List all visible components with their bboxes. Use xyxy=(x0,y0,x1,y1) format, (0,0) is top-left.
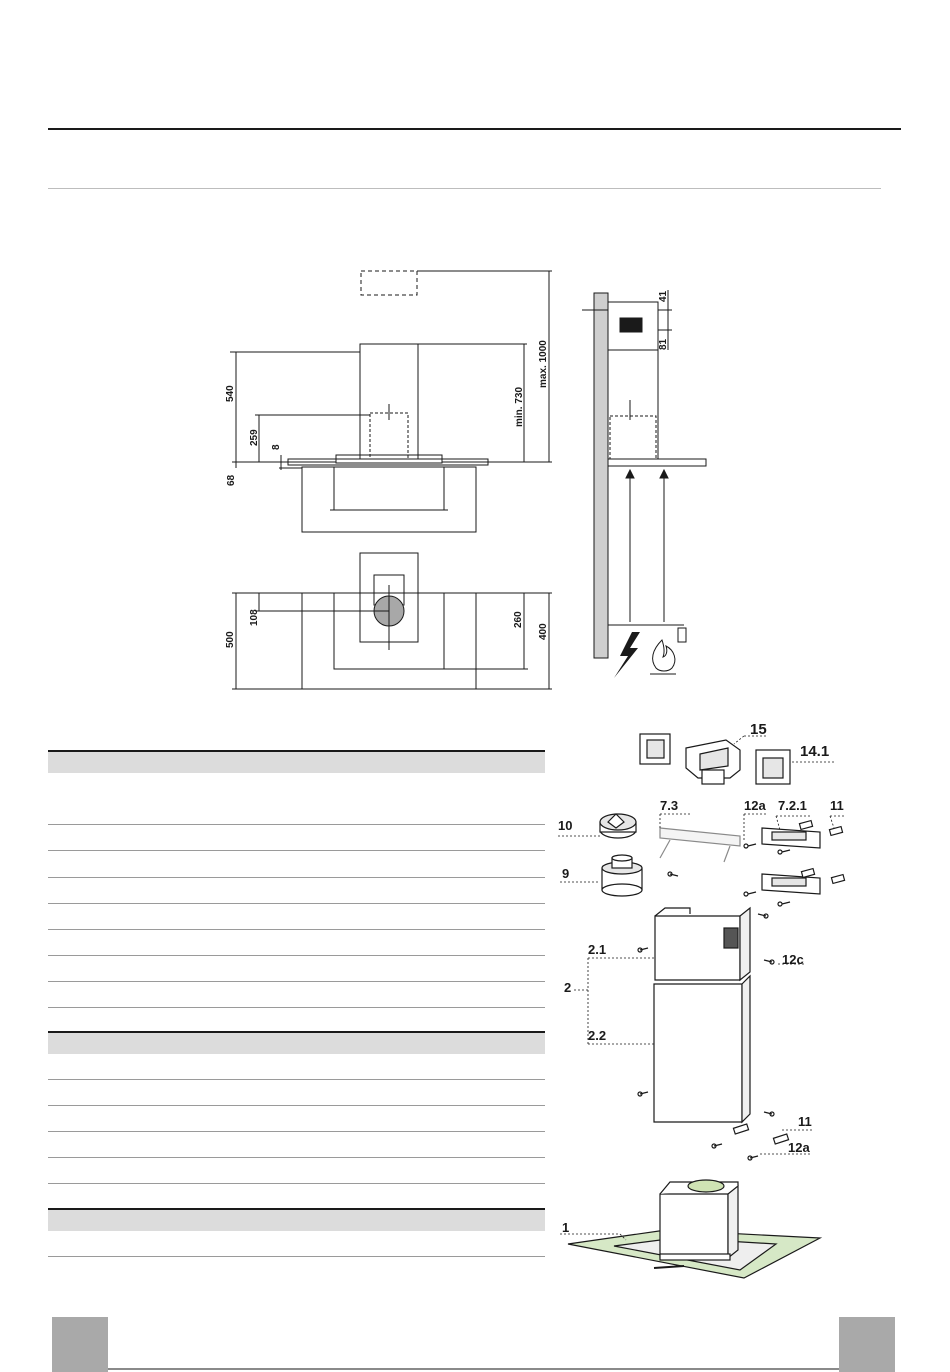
dim-81: 81 xyxy=(658,338,669,350)
dim-41: 41 xyxy=(658,290,669,302)
table-row xyxy=(48,1158,545,1184)
parts-table-section-1 xyxy=(48,750,545,1032)
table-row xyxy=(48,1132,545,1158)
callout-12a-bottom: 12a xyxy=(788,1140,810,1155)
table-row xyxy=(48,1080,545,1106)
callout-12a-top: 12a xyxy=(744,798,766,813)
top-view xyxy=(232,553,552,689)
flame-icon xyxy=(653,640,675,671)
square-adapter-left xyxy=(640,734,670,764)
dim-259: 259 xyxy=(249,429,260,446)
footer-rule xyxy=(108,1368,839,1370)
callout-11-bottom: 11 xyxy=(798,1114,812,1129)
dim-500: 500 xyxy=(225,631,236,648)
table-row xyxy=(48,904,545,930)
callout-1: 1 xyxy=(562,1220,570,1235)
callout-11-top: 11 xyxy=(830,798,844,813)
reducer-ring-9 xyxy=(602,855,642,896)
table-row xyxy=(48,956,545,982)
callout-2-2: 2.2 xyxy=(588,1028,607,1043)
adapter-15 xyxy=(686,740,740,784)
callout-12c: 12c xyxy=(782,952,804,967)
table-row xyxy=(48,825,545,851)
callout-7-2-1: 7.2.1 xyxy=(778,798,807,813)
bracket-7-3 xyxy=(660,828,740,862)
dim-540: 540 xyxy=(225,385,236,402)
table-row xyxy=(48,878,545,904)
lightning-icon xyxy=(614,632,640,678)
dim-400: 400 xyxy=(538,623,549,640)
table-row xyxy=(48,1231,545,1257)
dim-260: 260 xyxy=(513,611,524,628)
exploded-parts-diagram xyxy=(550,718,850,1298)
table-row xyxy=(48,982,545,1008)
flange-10 xyxy=(600,814,636,838)
chimney-lower-2-2 xyxy=(654,976,750,1122)
dim-68: 68 xyxy=(226,474,237,486)
table-row xyxy=(48,851,545,878)
dim-min-730: min. 730 xyxy=(514,386,525,427)
callout-7-3: 7.3 xyxy=(660,798,679,813)
footer-tab-left xyxy=(52,1317,108,1372)
table-row xyxy=(48,1106,545,1132)
callout-15: 15 xyxy=(750,721,767,738)
table-row xyxy=(48,1008,545,1032)
dim-max-1000: max. 1000 xyxy=(538,340,549,388)
parts-table-section-2 xyxy=(48,1031,545,1184)
parts-table-section-3 xyxy=(48,1208,545,1257)
table-row xyxy=(48,1054,545,1080)
chimney-upper-2-1 xyxy=(655,908,750,980)
table-row xyxy=(48,773,545,825)
callout-14-1: 14.1 xyxy=(800,743,830,760)
callout-2-1: 2.1 xyxy=(588,942,607,957)
table-row xyxy=(48,930,545,956)
wall-bracket-7-2-1 xyxy=(762,828,820,894)
hood-body-1 xyxy=(568,1180,820,1278)
dim-108: 108 xyxy=(249,609,260,626)
callout-9: 9 xyxy=(562,866,570,881)
callout-2: 2 xyxy=(564,980,572,995)
footer-tab-right xyxy=(839,1317,895,1372)
callout-10: 10 xyxy=(558,818,573,833)
front-view xyxy=(230,271,552,532)
side-view xyxy=(582,290,706,678)
reducer-14-1 xyxy=(756,750,790,784)
dim-8: 8 xyxy=(271,444,282,450)
